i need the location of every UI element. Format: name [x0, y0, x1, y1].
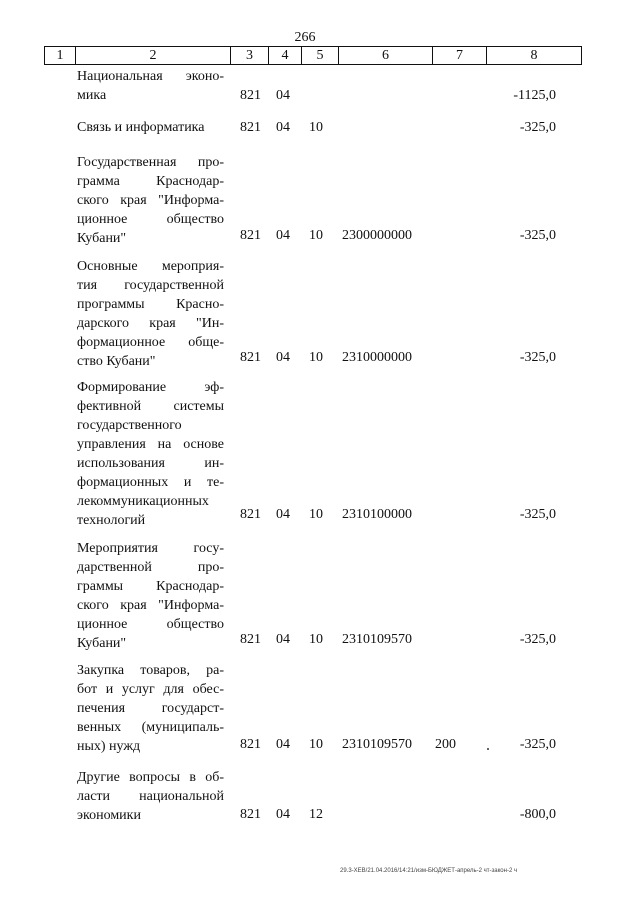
desc-line: Мероприятия госу-: [77, 541, 224, 556]
row-description: [77, 661, 224, 756]
desc-line: бот и услуг для обес-: [77, 682, 224, 697]
header-col-5: 5: [302, 47, 339, 65]
header-col-3: 3: [231, 47, 269, 65]
cell-section: 04: [276, 350, 290, 365]
desc-line: Государственная про-: [77, 155, 224, 170]
cell-ministry: 821: [240, 88, 261, 103]
desc-line: венных (муниципаль-: [77, 720, 224, 735]
desc-line: ных) нужд: [77, 739, 141, 754]
cell-section: 04: [276, 228, 290, 243]
desc-line: формационное обще-: [77, 335, 224, 350]
table-header: [44, 46, 582, 65]
desc-line: ского края "Информа-: [77, 193, 224, 208]
cell-amount: -325,0: [519, 737, 556, 752]
cell-subsection: 12: [309, 807, 323, 822]
cell-ministry: 821: [240, 350, 261, 365]
desc-line: дарского края "Ин-: [77, 316, 224, 331]
desc-line: Закупка товаров, ра-: [77, 663, 224, 678]
cell-subsection: 10: [309, 120, 323, 135]
desc-line: Кубани": [77, 231, 127, 246]
cell-section: 04: [276, 807, 290, 822]
row-description: [77, 378, 224, 530]
header-col-8: 8: [487, 47, 582, 65]
desc-line: ласти национальной: [77, 789, 224, 804]
desc-line: формационных и те-: [77, 475, 224, 490]
cell-target-article: 2300000000: [342, 228, 412, 243]
row-description: [77, 257, 224, 371]
desc-line: ство Кубани": [77, 354, 156, 369]
row-description: [77, 768, 224, 825]
desc-line: ционное общество: [77, 617, 224, 632]
desc-line: дарственной про-: [77, 560, 224, 575]
scan-speck: [487, 748, 489, 750]
desc-line: Кубани": [77, 636, 127, 651]
desc-line: технологий: [77, 513, 146, 528]
cell-target-article: 2310000000: [342, 350, 412, 365]
header-col-1: 1: [45, 47, 76, 65]
cell-ministry: 821: [240, 120, 261, 135]
page-number: 266: [294, 30, 316, 45]
cell-amount: -325,0: [519, 350, 556, 365]
row-description: [77, 67, 224, 105]
cell-section: 04: [276, 632, 290, 647]
cell-subsection: 10: [309, 737, 323, 752]
cell-amount: -800,0: [519, 807, 556, 822]
cell-ministry: 821: [240, 737, 261, 752]
cell-section: 04: [276, 120, 290, 135]
header-row: [45, 47, 582, 65]
cell-target-article: 2310109570: [342, 737, 412, 752]
header-col-6: 6: [339, 47, 433, 65]
cell-amount: -325,0: [519, 507, 556, 522]
document-footer: 29.3-ХЕВ/21.04.2016/14:21/изм-БЮДЖЕТ-апрель-2 чт-закон-2 ч: [340, 868, 518, 874]
cell-section: 04: [276, 88, 290, 103]
desc-line: государственного: [77, 418, 182, 433]
cell-amount: -1125,0: [513, 88, 556, 103]
cell-expense-type: 200: [435, 737, 456, 752]
cell-amount: -325,0: [519, 632, 556, 647]
desc-line: печения государст-: [77, 701, 224, 716]
desc-line: Национальная эконо-: [77, 69, 224, 84]
header-col-7: 7: [433, 47, 487, 65]
desc-line: ского края "Информа-: [77, 598, 224, 613]
cell-section: 04: [276, 737, 290, 752]
header-col-4: 4: [269, 47, 302, 65]
cell-ministry: 821: [240, 807, 261, 822]
cell-subsection: 10: [309, 228, 323, 243]
cell-target-article: 2310100000: [342, 507, 412, 522]
row-description: [77, 539, 224, 653]
desc-line: экономики: [77, 808, 141, 823]
cell-ministry: 821: [240, 228, 261, 243]
cell-subsection: 10: [309, 507, 323, 522]
desc-line: фективной системы: [77, 399, 224, 414]
header-col-2: 2: [76, 47, 231, 65]
desc-line: использования ин-: [77, 456, 224, 471]
desc-line: ционное общество: [77, 212, 224, 227]
desc-line: грамма Краснодар-: [77, 174, 224, 189]
cell-amount: -325,0: [519, 228, 556, 243]
desc-line: Формирование эф-: [77, 380, 224, 395]
desc-line: граммы Краснодар-: [77, 579, 224, 594]
desc-line: Основные мероприя-: [77, 259, 224, 274]
desc-line: мика: [77, 88, 107, 103]
cell-target-article: 2310109570: [342, 632, 412, 647]
desc-line: Другие вопросы в об-: [77, 770, 224, 785]
desc-line: лекоммуникационных: [77, 494, 209, 509]
row-description: [77, 153, 224, 248]
desc-line: Связь и информатика: [77, 120, 205, 135]
cell-subsection: 10: [309, 350, 323, 365]
desc-line: программы Красно-: [77, 297, 224, 312]
desc-line: управления на основе: [77, 437, 224, 452]
row-description: [77, 118, 224, 137]
cell-amount: -325,0: [519, 120, 556, 135]
cell-ministry: 821: [240, 632, 261, 647]
cell-ministry: 821: [240, 507, 261, 522]
cell-section: 04: [276, 507, 290, 522]
desc-line: тия государственной: [77, 278, 224, 293]
cell-subsection: 10: [309, 632, 323, 647]
